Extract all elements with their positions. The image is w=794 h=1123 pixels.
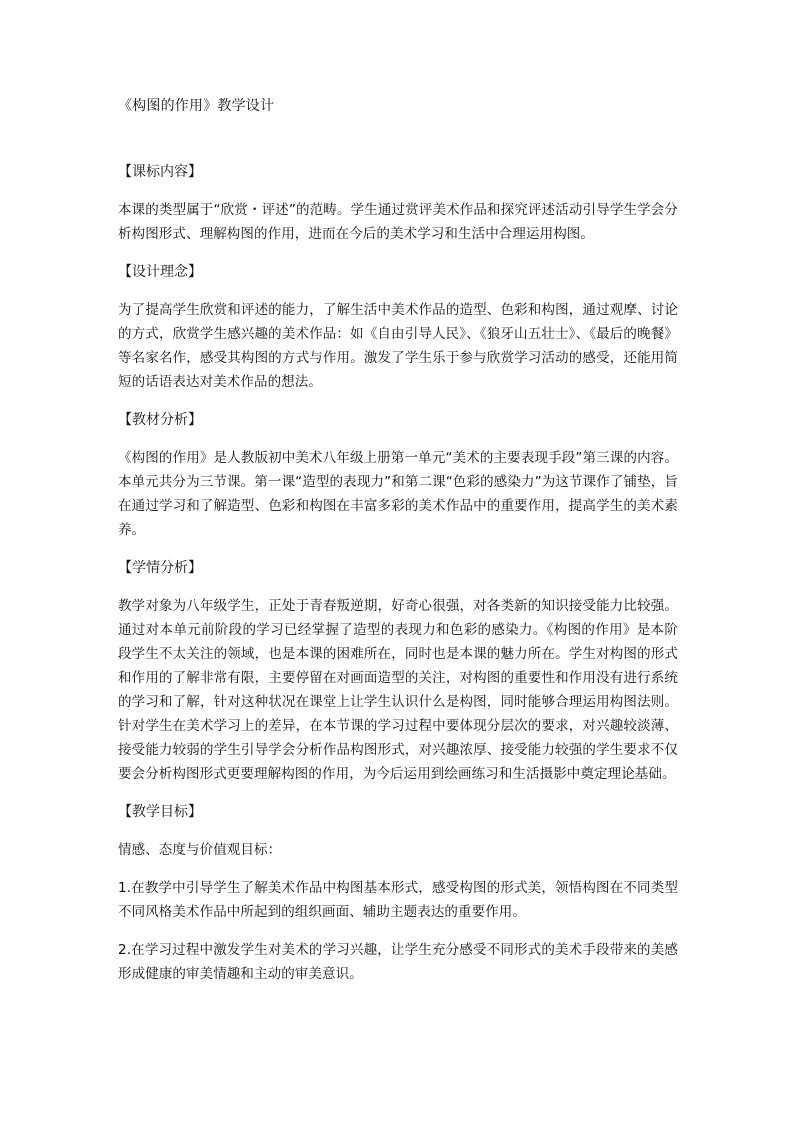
document-body	[118, 94, 678, 1000]
document-title: 《构图的作用》教学设计	[118, 98, 275, 114]
paragraph-goal-1: 1.在教学中引导学生了解美术作品中构图基本形式，感受构图的形式美，领悟构图在不同类型不同风格美术作品中所起到的组织画面、辅助主题表达的重要作用。	[118, 880, 678, 920]
paragraph-goals-intro: 情感、态度与价值观目标：	[118, 842, 282, 858]
section-heading-design-concept: 【设计理念】	[118, 264, 202, 280]
paragraph-textbook-analysis: 《构图的作用》是人教版初中美术八年级上册第一单元“美术的主要表现手段”第三课的内容。本单元共分为三节课。第一课“造型的表现力”和第二课“色彩的感染力”为这节课作了铺垫，旨在通过学习和了解造型、色彩和构图在丰富多彩的美术作品中的重要作用，提高学生的美术素养。	[118, 450, 678, 538]
paragraph-goal-2: 2.在学习过程中激发学生对美术的学习兴趣，让学生充分感受不同形式的美术手段带来的美感形成健康的审美情趣和主动的审美意识。	[118, 942, 678, 982]
section-heading-textbook-analysis: 【教材分析】	[118, 412, 202, 428]
section-heading-student-analysis: 【学情分析】	[118, 560, 202, 576]
paragraph-curriculum: 本课的类型属于“欣赏・评述”的范畴。学生通过赏评美术作品和探究评述活动引导学生学会分析构图形式、理解构图的作用，进而在今后的美术学习和生活中合理运用构图。	[118, 202, 678, 242]
section-heading-teaching-goals: 【教学目标】	[118, 804, 202, 820]
paragraph-design-concept: 为了提高学生欣赏和评述的能力，了解生活中美术作品的造型、色彩和构图，通过观摩、讨论的方式，欣赏学生感兴趣的美术作品：如《自由引导人民》、《狼牙山五壮士》、《最后的晚餐》等名家名作，感受其构图的方式与作用。激发了学生乐于参与欣赏学习活动的感受，还能用简短的话语表达对美术作品的想法。	[118, 302, 678, 390]
section-heading-curriculum: 【课标内容】	[118, 164, 202, 180]
paragraph-student-analysis: 教学对象为八年级学生，正处于青春叛逆期，好奇心很强，对各类新的知识接受能力比较强。通过对本单元前阶段的学习已经掌握了造型的表现力和色彩的感染力。《构图的作用》是本阶段学生不太关注的领域，也是本课的困难所在，同时也是本课的魅力所在。学生对构图的形式和作用的了解非常有限，主要停留在对画面造型的关注，对构图的重要性和作用没有进行系统的学习和了解，针对这种状况在课堂上让学生认识什么是构图，同时能够合理运用构图法则。针对学生在美术学习上的差异，在本节课的学习过程中要体现分层次的要求，对兴趣较淡薄、接受能力较弱的学生引导学会分析作品构图形式，对兴趣浓厚、接受能力较强的学生要求不仅要会分析构图形式更要理解构图的作用，为今后运用到绘画练习和生活摄影中奠定理论基础。	[118, 598, 678, 782]
